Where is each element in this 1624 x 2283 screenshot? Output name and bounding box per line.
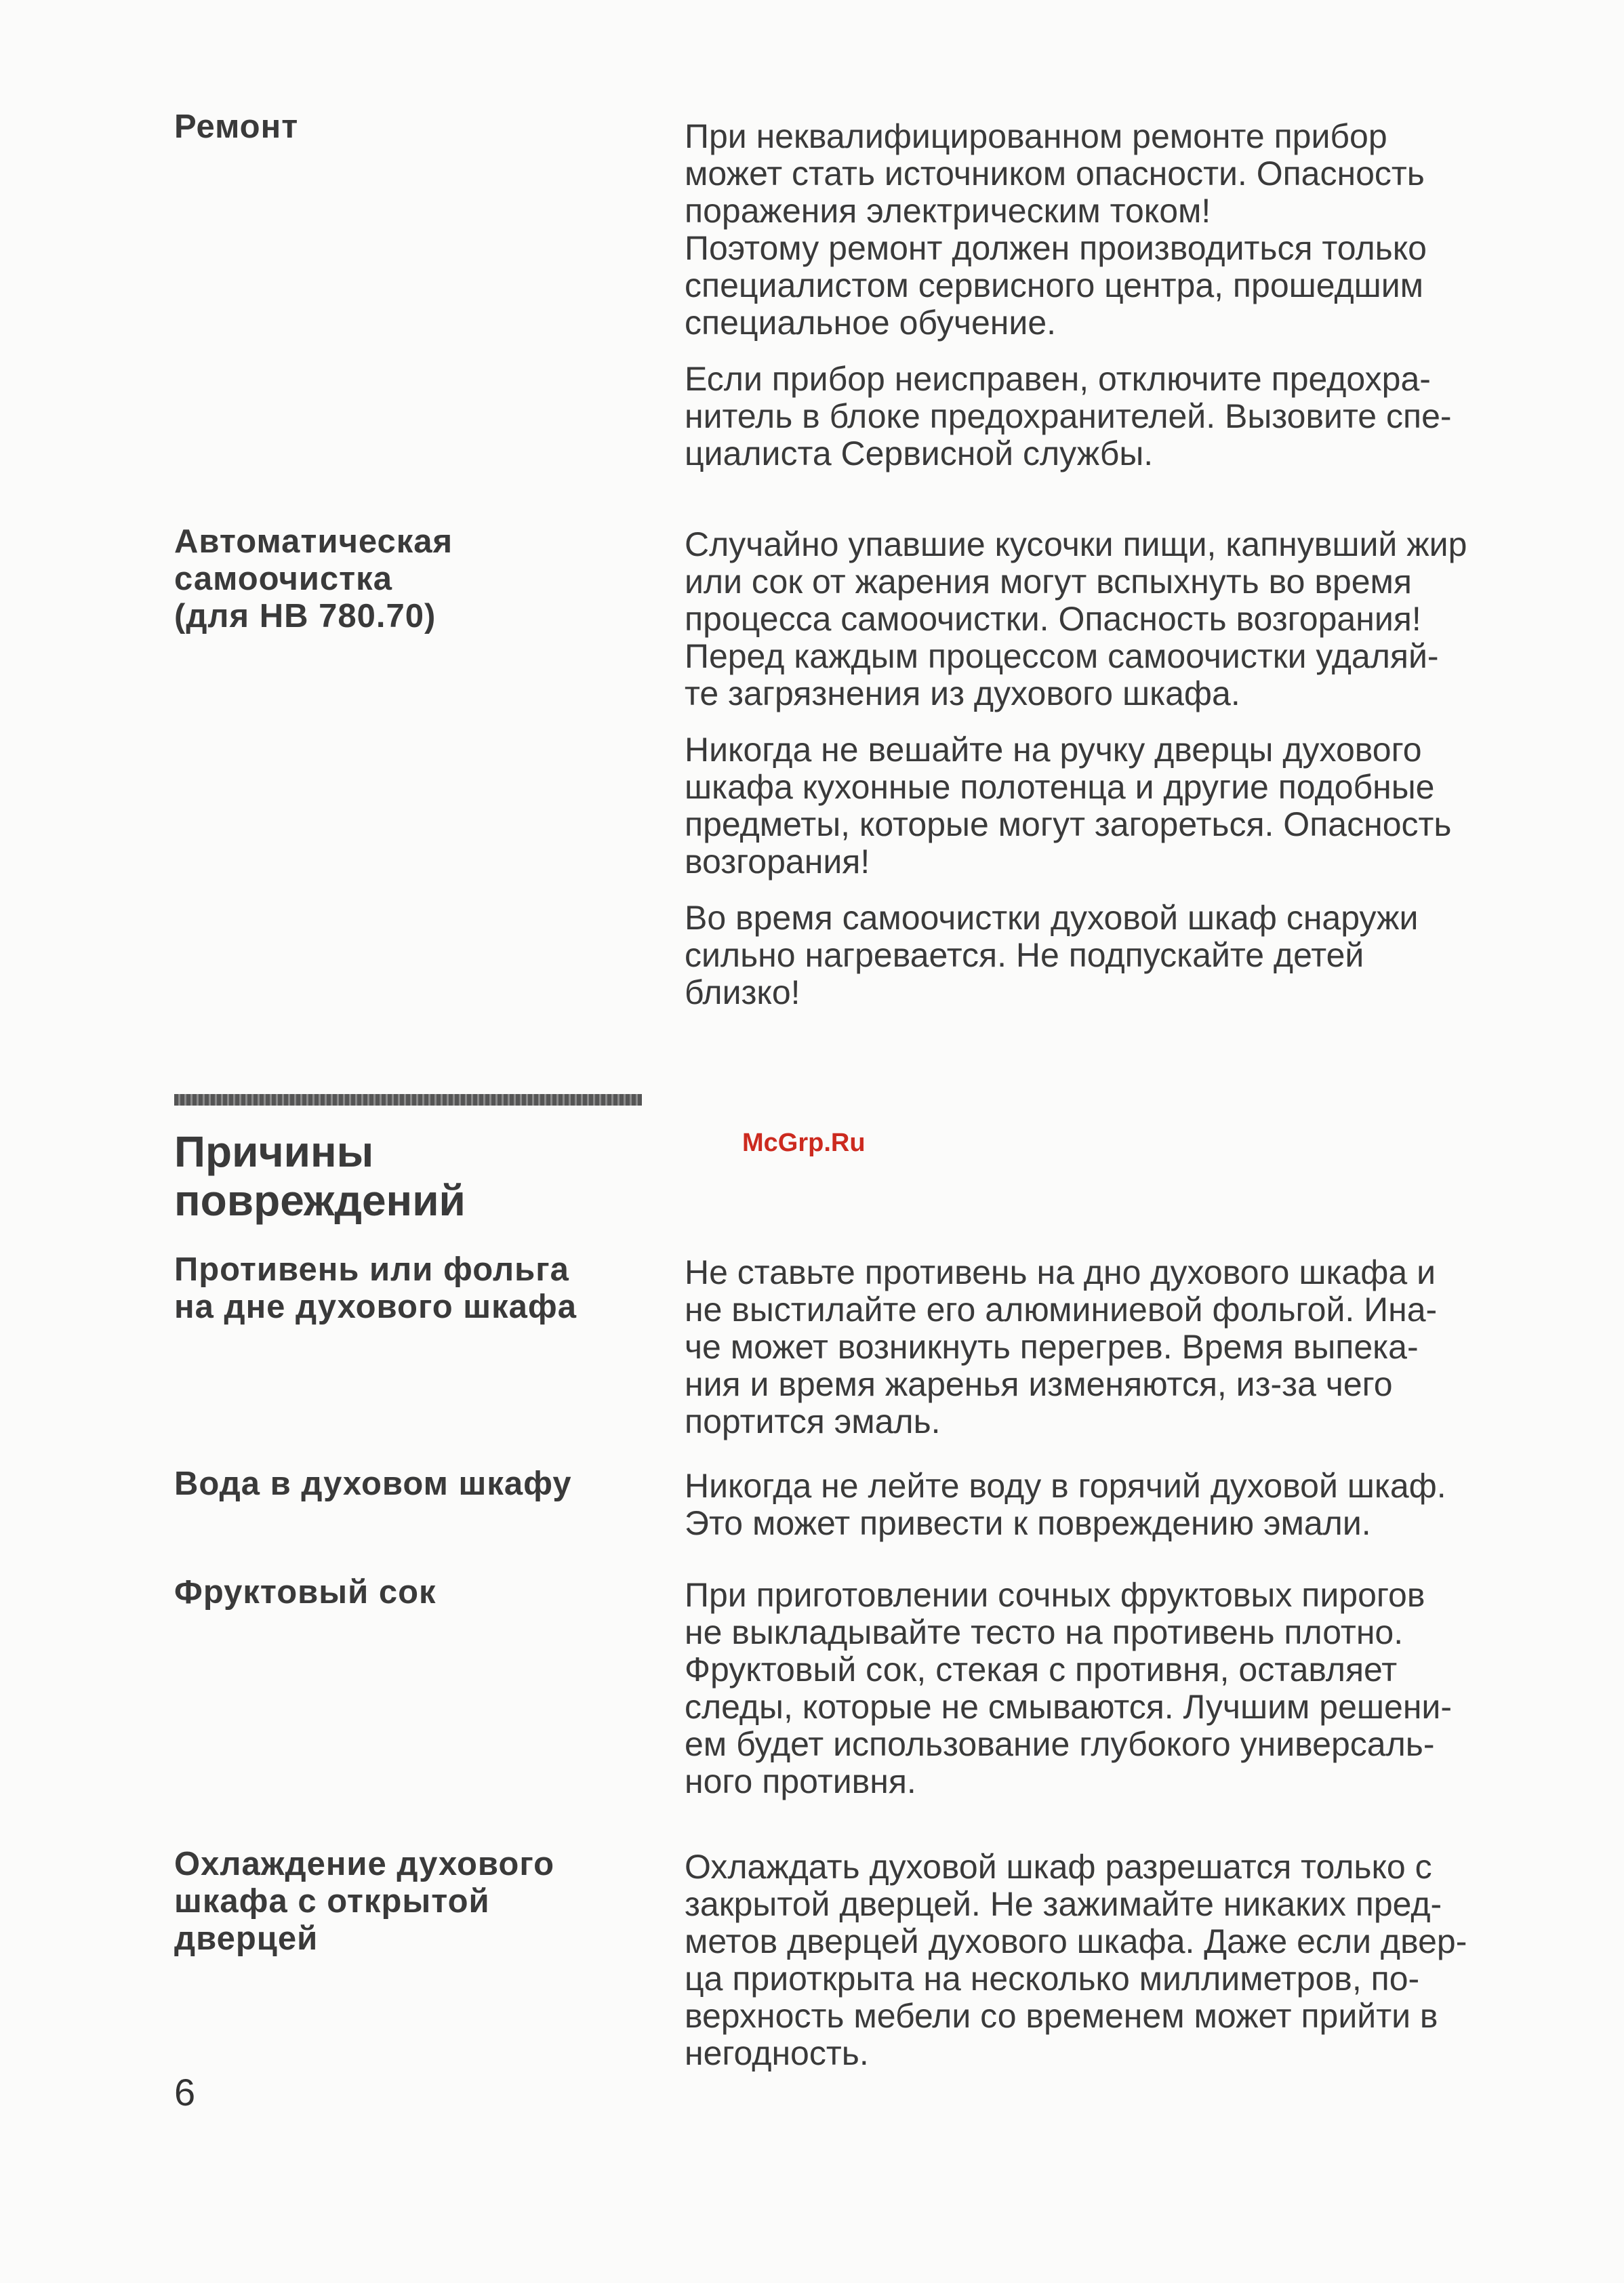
- heading-fruit-juice: Фруктовый сок: [174, 1574, 437, 1611]
- section-rule: [174, 1094, 642, 1106]
- body-water: [685, 1468, 1511, 1542]
- paragraph: Никогда не лейте воду в горячий духовой шкаф. Это может привести к повреждению эмали.: [685, 1467, 1446, 1542]
- paragraph: Никогда не вешайте на ручку дверцы духового шкафа кухонные полотенца и другие подобные предметы, которые могут загореться. Опасность возгорания!: [685, 731, 1452, 881]
- body-cooling: [685, 1848, 1511, 2072]
- paragraph: При приготовлении сочных фруктовых пирогов не выкладывайте тесто на противень плотно. Фруктовый сок, стекая с противня, оставляет следы, которые не смываются. Лучшим решени- ем будет использование глубокого универсаль- ного противня.: [685, 1576, 1453, 1800]
- heading-baking-tray: Противень или фольга на дне духового шкафа: [174, 1251, 577, 1325]
- heading-cooling: Охлаждение духового шкафа с открытой дверцей: [174, 1846, 555, 1957]
- paragraph: Охлаждать духовой шкаф разрешатся только с закрытой дверцей. Не зажимайте никаких пред- метов дверцей духового шкафа. Даже если двер- ца приоткрыта на несколько миллиметров, по- верхность мебели со временем может прийти в негодность.: [685, 1848, 1467, 2072]
- body-self-cleaning: [685, 526, 1511, 1011]
- heading-self-cleaning: Автоматическая самоочистка (для HB 780.70): [174, 523, 453, 634]
- body-fruit-juice: [685, 1577, 1511, 1800]
- heading-water: Вода в духовом шкафу: [174, 1466, 572, 1502]
- paragraph: Случайно упавшие кусочки пищи, капнувший жир или сок от жарения могут вспыхнуть во время процесса самоочистки. Опасность возгорания! Перед каждым процессом самоочистки удаляй- те загрязнения из духового шкафа.: [685, 525, 1467, 712]
- heading-repair: Ремонт: [174, 108, 299, 145]
- paragraph: Если прибор неисправен, отключите предохра- нитель в блоке предохранителей. Вызовите спе- циалиста Сервисной службы.: [685, 360, 1452, 472]
- section-title: Причины повреждений: [174, 1127, 466, 1225]
- paragraph: Не ставьте противень на дно духового шкафа и не выстилайте его алюминиевой фольгой. Ина- че может возникнуть перегрев. Время выпека- ния и время жаренья изменяются, из-за чего портится эмаль.: [685, 1253, 1438, 1440]
- body-repair: [685, 118, 1511, 472]
- watermark: McGrp.Ru: [742, 1129, 866, 1157]
- page-number: 6: [174, 2071, 196, 2114]
- paragraph: При неквалифицированном ремонте прибор может стать источником опасности. Опасность поражения электрическим током! Поэтому ремонт должен производиться только специалистом сервисного центра, прошедшим специальное обучение.: [685, 117, 1427, 342]
- body-baking-tray: [685, 1254, 1511, 1440]
- paragraph: Во время самоочистки духовой шкаф снаружи сильно нагревается. Не подпускайте детей близко!: [685, 899, 1419, 1011]
